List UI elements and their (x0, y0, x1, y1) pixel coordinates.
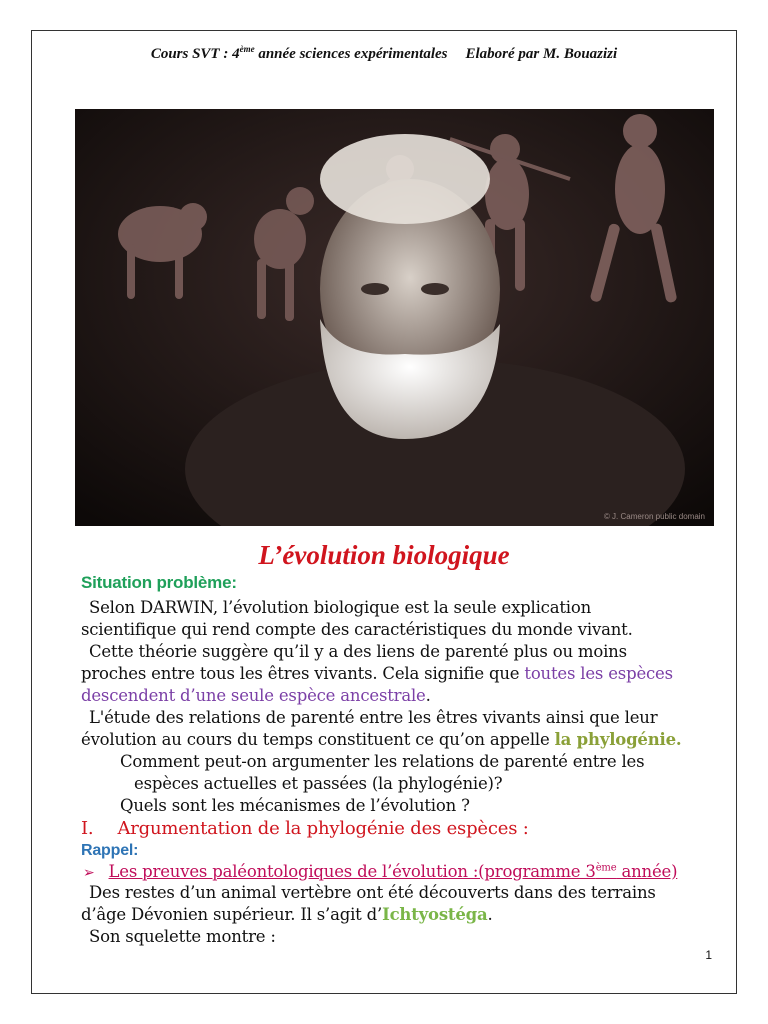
situation-p2-line2-text: proches entre tous les êtres vivants. Cela signifie que (81, 664, 525, 683)
proof-title-sup: ème (595, 862, 617, 874)
situation-p3-line2-text: évolution au cours du temps constituent ce qu’on appelle (81, 730, 555, 749)
rappel-line2 (81, 905, 493, 924)
situation-p2-line3 (81, 686, 431, 705)
situation-p2-line2 (81, 664, 673, 683)
photo-credit: © J. Cameron public domain (603, 512, 705, 521)
rappel-heading: Rappel: (81, 842, 139, 859)
situation-p2-line3-end: . (425, 686, 431, 705)
situation-p1-line1: Selon DARWIN, l’évolution biologique est la seule explication (89, 598, 592, 617)
proof-title-text: Les preuves paléontologiques de l’évolution :(programme 3 (108, 862, 596, 881)
proof-title-end: année) (616, 862, 678, 881)
section1-numeral: I. (81, 818, 94, 839)
page-header (0, 44, 768, 63)
proof-heading (83, 862, 677, 881)
header-course: Cours SVT : 4 (150, 46, 240, 62)
header-course-rest: année sciences expérimentales (254, 46, 448, 62)
situation-highlight-ancestral: descendent d’une seule espèce ancestrale (81, 686, 426, 705)
question1-line1: Comment peut-on argumenter les relations de parenté entre les (120, 752, 645, 771)
rappel-line2-text: d’âge Dévonien supérieur. Il s’agit d’ (81, 905, 383, 924)
question1-line2: espèces actuelles et passées (la phylogénie)? (134, 774, 503, 793)
section1-heading (81, 818, 529, 839)
darwin-evolution-photo (75, 109, 714, 526)
rappel-line2-end: . (487, 905, 493, 924)
situation-highlight-species: toutes les espèces (524, 664, 673, 683)
situation-p1-line2: scientifique qui rend compte des caractéristiques du monde vivant. (81, 620, 633, 639)
page-number: 1 (705, 948, 712, 962)
question2: Quels sont les mécanismes de l’évolution ? (120, 796, 470, 815)
rappel-line1: Des restes d’un animal vertèbre ont été découverts dans des terrains (89, 883, 656, 902)
situation-p3-line2 (81, 730, 681, 749)
ichtyostega-term: Ichtyostéga (382, 905, 488, 924)
phylogeny-term: la phylogénie. (554, 730, 682, 749)
proof-title (109, 862, 678, 881)
section1-title: Argumentation de la phylogénie des espèces : (117, 818, 529, 839)
situation-heading: Situation problème: (81, 573, 237, 592)
document-title: L’évolution biologique (258, 540, 510, 570)
rappel-line3: Son squelette montre : (89, 927, 276, 946)
arrow-bullet-icon: ➢ (83, 865, 95, 881)
header-course-sup: ème (239, 44, 255, 54)
situation-p3-line1: L'étude des relations de parenté entre les êtres vivants ainsi que leur (89, 708, 658, 727)
situation-p2-line1: Cette théorie suggère qu’il y a des liens de parenté plus ou moins (89, 642, 627, 661)
header-author: Elaboré par M. Bouazizi (465, 46, 618, 62)
